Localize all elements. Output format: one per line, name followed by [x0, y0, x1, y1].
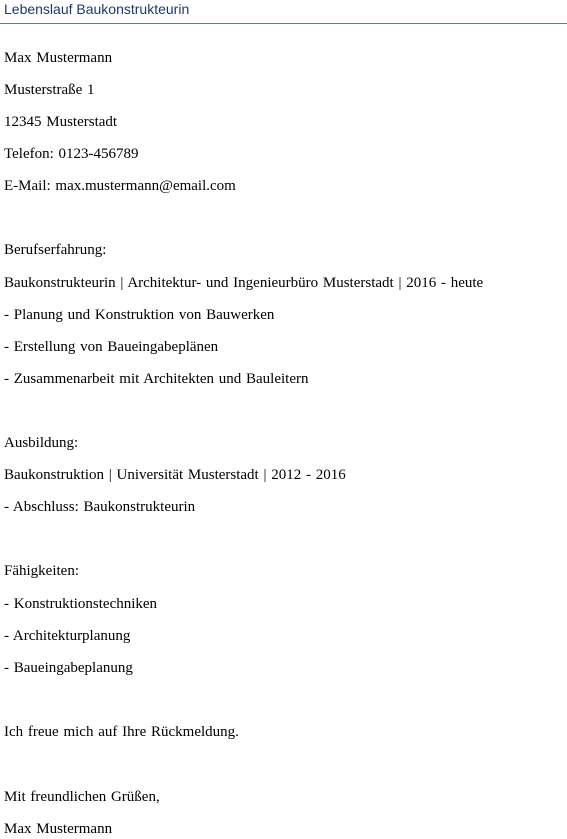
page-header — [0, 0, 567, 24]
closing-greeting: Mit freundlichen Grüßen, — [4, 789, 160, 805]
contact-phone: Telefon: 0123-456789 — [4, 146, 139, 162]
contact-email: E-Mail: max.mustermann@email.com — [4, 178, 236, 194]
skills-item: - Baueingabeplanung — [4, 660, 133, 676]
experience-item: - Zusammenarbeit mit Architekten und Bauleitern — [4, 371, 309, 387]
experience-entry: Baukonstrukteurin | Architektur- und Ingenieurbüro Musterstadt | 2016 - heute — [4, 275, 484, 291]
experience-heading: Berufserfahrung: — [4, 242, 107, 258]
contact-street: Musterstraße 1 — [4, 82, 95, 98]
education-entry: Baukonstruktion | Universität Musterstadt | 2012 - 2016 — [4, 467, 346, 483]
skills-item: - Architekturplanung — [4, 628, 131, 644]
experience-item: - Erstellung von Baueingabeplänen — [4, 339, 219, 355]
skills-heading: Fähigkeiten: — [4, 563, 79, 579]
contact-name: Max Mustermann — [4, 50, 113, 66]
signature-name: Max Mustermann — [4, 821, 113, 837]
education-item: - Abschluss: Baukonstrukteurin — [4, 499, 196, 515]
skills-item: - Konstruktionstechniken — [4, 596, 158, 612]
education-heading: Ausbildung: — [4, 435, 79, 451]
document-title: Lebenslauf Baukonstrukteurin — [4, 1, 190, 17]
experience-item: - Planung und Konstruktion von Bauwerken — [4, 307, 275, 323]
contact-city: 12345 Musterstadt — [4, 114, 118, 130]
closing-message: Ich freue mich auf Ihre Rückmeldung. — [4, 724, 239, 740]
